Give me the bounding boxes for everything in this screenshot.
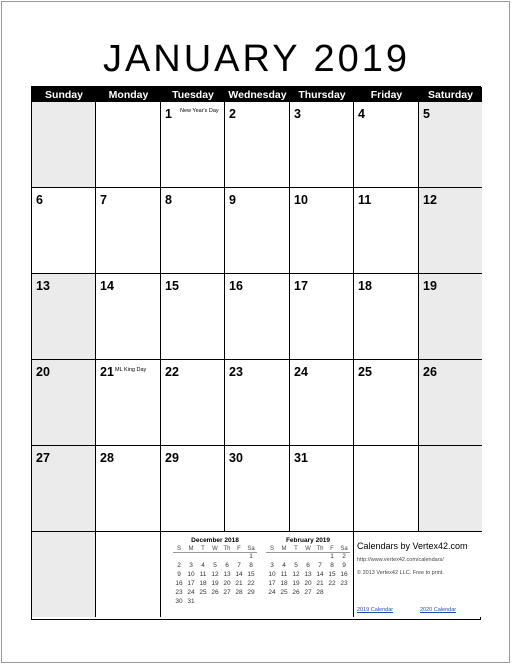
day-number: 6 bbox=[36, 193, 43, 207]
day-cell bbox=[290, 446, 354, 532]
day-cell bbox=[354, 102, 419, 188]
weekday-header-tuesday: Tuesday bbox=[161, 87, 225, 102]
mini-day: 29 bbox=[247, 589, 255, 596]
mini-calendar-days bbox=[266, 553, 350, 598]
mini-day: 1 bbox=[330, 553, 334, 560]
day-cell bbox=[32, 274, 96, 360]
day-cell bbox=[96, 102, 161, 188]
mini-day: 9 bbox=[342, 562, 346, 569]
mini-day: 25 bbox=[199, 589, 207, 596]
day-cell bbox=[354, 446, 419, 532]
day-cell bbox=[225, 360, 290, 446]
weekday-header-friday: Friday bbox=[354, 87, 419, 102]
day-number: 12 bbox=[423, 193, 437, 207]
mini-day: 13 bbox=[223, 571, 231, 578]
mini-calendar-days bbox=[173, 553, 257, 607]
mini-dow: T bbox=[201, 546, 205, 552]
mini-calendar-february-2019 bbox=[266, 537, 350, 598]
day-cell bbox=[419, 102, 482, 188]
mini-day: 6 bbox=[225, 562, 229, 569]
mini-day: 30 bbox=[175, 598, 183, 605]
day-cell bbox=[32, 102, 96, 188]
day-number: 1 bbox=[165, 107, 172, 121]
mini-day bbox=[278, 553, 290, 562]
mini-day: 24 bbox=[268, 589, 276, 596]
mini-dow: M bbox=[281, 546, 287, 552]
mini-day: 26 bbox=[211, 589, 219, 596]
mini-day: 9 bbox=[177, 571, 181, 578]
day-number: 21 bbox=[100, 365, 114, 379]
day-number: 16 bbox=[229, 279, 243, 293]
mini-day bbox=[314, 553, 326, 562]
day-number: 30 bbox=[229, 451, 243, 465]
mini-calendar-title: February 2019 bbox=[285, 537, 331, 544]
weekday-header-sunday: Sunday bbox=[32, 87, 96, 102]
mini-day: 8 bbox=[330, 562, 334, 569]
mini-day: 3 bbox=[189, 562, 193, 569]
day-cell bbox=[225, 274, 290, 360]
mini-day: 14 bbox=[235, 571, 243, 578]
mini-dow: Th bbox=[316, 546, 324, 552]
day-cell bbox=[290, 360, 354, 446]
mini-day: 8 bbox=[249, 562, 253, 569]
mini-day: 13 bbox=[304, 571, 312, 578]
mini-day: 23 bbox=[340, 580, 348, 587]
mini-day: 11 bbox=[280, 571, 288, 578]
page-title: JANUARY 2019 bbox=[102, 38, 411, 80]
day-number: 11 bbox=[358, 193, 372, 207]
day-cell bbox=[96, 360, 161, 446]
day-number: 20 bbox=[36, 365, 50, 379]
day-number: 7 bbox=[100, 193, 107, 207]
vertex42-info-panel bbox=[354, 532, 482, 617]
mini-day: 14 bbox=[316, 571, 324, 578]
holiday-label: New Year's Day bbox=[180, 108, 219, 114]
link-2019-calendar[interactable]: 2019 Calendar bbox=[357, 607, 394, 613]
day-cell bbox=[225, 102, 290, 188]
mini-day: 27 bbox=[304, 589, 312, 596]
mini-day: 21 bbox=[235, 580, 243, 587]
day-cell bbox=[290, 274, 354, 360]
day-cell bbox=[225, 188, 290, 274]
mini-day: 11 bbox=[199, 571, 207, 578]
day-cell bbox=[419, 188, 482, 274]
mini-dow: W bbox=[212, 546, 218, 552]
mini-day: 19 bbox=[211, 580, 219, 587]
day-number: 10 bbox=[294, 193, 308, 207]
brand-text: Calendars by Vertex42.com bbox=[357, 541, 468, 551]
weekday-header-saturday: Saturday bbox=[419, 87, 482, 102]
mini-day: 28 bbox=[316, 589, 324, 596]
day-number: 5 bbox=[423, 107, 430, 121]
mini-calendar-december-2018 bbox=[173, 537, 257, 607]
mini-day: 3 bbox=[270, 562, 274, 569]
day-number: 28 bbox=[100, 451, 114, 465]
day-cell bbox=[32, 446, 96, 532]
mini-day: 17 bbox=[187, 580, 195, 587]
mini-day bbox=[290, 553, 302, 562]
day-number: 18 bbox=[358, 279, 372, 293]
mini-calendar-weekdays bbox=[173, 546, 257, 553]
day-cell bbox=[32, 360, 96, 446]
mini-day: 19 bbox=[292, 580, 300, 587]
weekday-header-monday: Monday bbox=[96, 87, 161, 102]
mini-day bbox=[185, 553, 197, 562]
mini-day: 10 bbox=[268, 571, 276, 578]
day-number: 19 bbox=[423, 279, 437, 293]
mini-day: 18 bbox=[280, 580, 288, 587]
mini-calendar-title: December 2018 bbox=[191, 537, 239, 544]
day-number: 13 bbox=[36, 279, 50, 293]
mini-day: 16 bbox=[340, 571, 348, 578]
day-number: 8 bbox=[165, 193, 172, 207]
day-cell bbox=[419, 360, 482, 446]
weekday-header-wednesday: Wednesday bbox=[225, 87, 290, 102]
day-cell bbox=[354, 274, 419, 360]
mini-dow: T bbox=[294, 546, 298, 552]
day-number: 2 bbox=[229, 107, 236, 121]
day-number: 25 bbox=[358, 365, 372, 379]
mini-day: 7 bbox=[237, 562, 241, 569]
day-cell bbox=[419, 274, 482, 360]
mini-day: 4 bbox=[282, 562, 286, 569]
day-cell bbox=[96, 532, 161, 617]
day-number: 27 bbox=[36, 451, 50, 465]
mini-dow: S bbox=[269, 546, 274, 552]
day-number: 31 bbox=[294, 451, 308, 465]
mini-day: 16 bbox=[175, 580, 183, 587]
day-number: 4 bbox=[358, 107, 365, 121]
link-2020-calendar[interactable]: 2020 Calendar bbox=[420, 607, 457, 613]
mini-day: 2 bbox=[342, 553, 346, 560]
mini-day bbox=[266, 553, 278, 562]
day-number: 26 bbox=[423, 365, 437, 379]
day-number: 9 bbox=[229, 193, 236, 207]
mini-day bbox=[209, 553, 221, 562]
mini-day: 23 bbox=[175, 589, 183, 596]
mini-day: 2 bbox=[177, 562, 181, 569]
day-cell bbox=[32, 188, 96, 274]
mini-day bbox=[197, 553, 209, 562]
day-number: 17 bbox=[294, 279, 308, 293]
mini-day: 15 bbox=[328, 571, 336, 578]
mini-day bbox=[221, 553, 233, 562]
vertex42-url: http://www.vertex42.com/calendars/ bbox=[357, 557, 444, 563]
mini-day: 18 bbox=[199, 580, 207, 587]
day-cell bbox=[419, 446, 482, 532]
copyright-text: © 2013 Vertex42 LLC. Free to print. bbox=[357, 570, 444, 576]
mini-day: 12 bbox=[211, 571, 219, 578]
mini-day: 7 bbox=[318, 562, 322, 569]
day-cell bbox=[96, 446, 161, 532]
mini-day: 6 bbox=[306, 562, 310, 569]
day-number: 3 bbox=[294, 107, 301, 121]
mini-calendar-weekdays bbox=[266, 546, 350, 553]
mini-dow: W bbox=[305, 546, 311, 552]
mini-day: 1 bbox=[249, 553, 253, 560]
mini-dow: M bbox=[188, 546, 194, 552]
day-number: 22 bbox=[165, 365, 179, 379]
day-cell bbox=[354, 188, 419, 274]
mini-day: 12 bbox=[292, 571, 300, 578]
mini-dow: Sa bbox=[340, 546, 348, 552]
mini-day: 20 bbox=[223, 580, 231, 587]
day-number: 14 bbox=[100, 279, 114, 293]
mini-day: 15 bbox=[247, 571, 255, 578]
mini-day: 24 bbox=[187, 589, 195, 596]
mini-dow: Sa bbox=[247, 546, 255, 552]
mini-day: 31 bbox=[187, 598, 195, 605]
mini-calendars bbox=[161, 532, 354, 617]
mini-day bbox=[233, 553, 245, 562]
weekday-header-thursday: Thursday bbox=[290, 87, 354, 102]
day-cell bbox=[161, 102, 225, 188]
holiday-label: ML King Day bbox=[115, 367, 147, 373]
day-cell bbox=[225, 446, 290, 532]
day-cell bbox=[96, 188, 161, 274]
mini-day: 10 bbox=[187, 571, 195, 578]
mini-day: 28 bbox=[235, 589, 243, 596]
day-cell bbox=[32, 532, 96, 617]
mini-day: 22 bbox=[328, 580, 336, 587]
day-cell bbox=[96, 274, 161, 360]
day-cell bbox=[161, 360, 225, 446]
mini-day: 21 bbox=[316, 580, 324, 587]
mini-day: 20 bbox=[304, 580, 312, 587]
day-cell bbox=[161, 446, 225, 532]
mini-dow: F bbox=[330, 546, 334, 552]
mini-dow: Th bbox=[223, 546, 231, 552]
mini-day: 5 bbox=[213, 562, 217, 569]
day-cell bbox=[161, 274, 225, 360]
mini-day bbox=[302, 553, 314, 562]
day-cell bbox=[290, 102, 354, 188]
mini-day: 5 bbox=[294, 562, 298, 569]
mini-day: 22 bbox=[247, 580, 255, 587]
day-number: 15 bbox=[165, 279, 179, 293]
day-number: 24 bbox=[294, 365, 308, 379]
mini-day: 26 bbox=[292, 589, 300, 596]
mini-dow: F bbox=[237, 546, 241, 552]
day-number: 23 bbox=[229, 365, 243, 379]
day-cell bbox=[290, 188, 354, 274]
mini-day: 27 bbox=[223, 589, 231, 596]
mini-day: 4 bbox=[201, 562, 205, 569]
mini-dow: S bbox=[176, 546, 181, 552]
month-calendar-grid bbox=[31, 86, 481, 620]
day-cell bbox=[354, 360, 419, 446]
mini-day: 25 bbox=[280, 589, 288, 596]
day-number: 29 bbox=[165, 451, 179, 465]
mini-day bbox=[173, 553, 185, 562]
day-cell bbox=[161, 188, 225, 274]
mini-day: 17 bbox=[268, 580, 276, 587]
